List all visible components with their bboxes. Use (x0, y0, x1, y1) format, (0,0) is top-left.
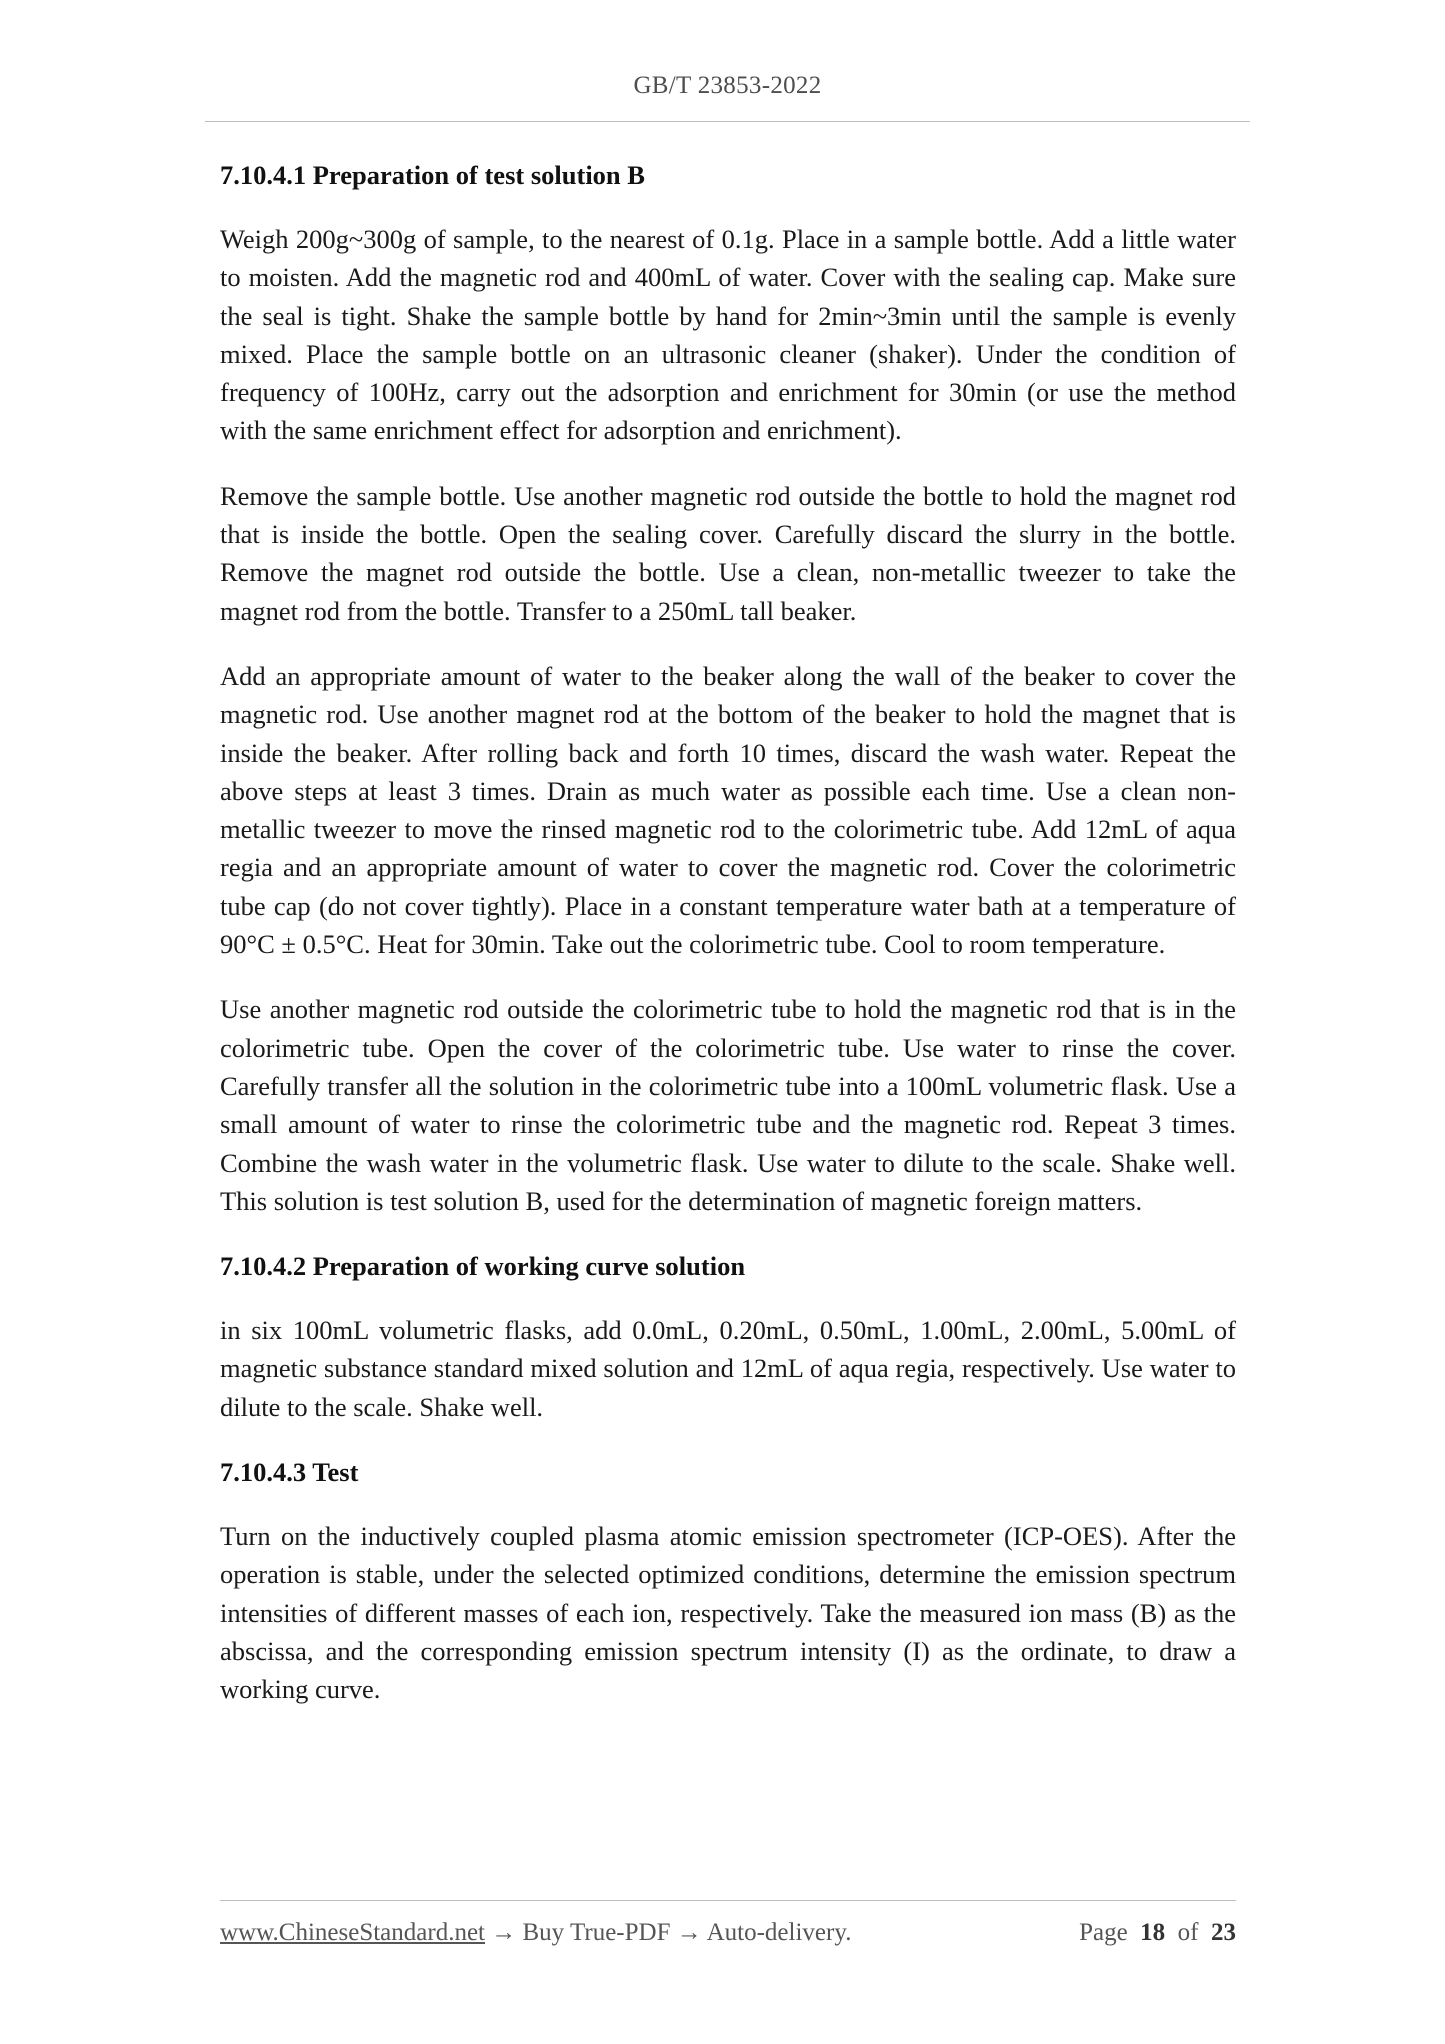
page-number: 18 (1140, 1919, 1166, 1946)
paragraph-test-procedure: Turn on the inductively coupled plasma atomic emission spectrometer (ICP-OES). After the operation is stable, under the selected optimized conditions, determine the emission spectrum intensities of different masses of each ion, respectively. Take the measured ion mass (B) as the abscissa, and the corresponding emission spectrum intensity (I) as the ordinate, to draw a working curve. (220, 1521, 1236, 1705)
auto-delivery-text: Auto-delivery. (706, 1919, 852, 1946)
section-heading-7-10-4-3: 7.10.4.3 Test (220, 1457, 359, 1488)
arrow-right-icon: → (491, 1919, 517, 1946)
paragraph-transfer-solution: Use another magnetic rod outside the colorimetric tube to hold the magnetic rod that is in the colorimetric tube. Open the cover of the colorimetric tube. Use water to rinse the cover. Carefully transfer all the solution in the colorimetric tube into a 100mL volumetric flask. Use a small amount of water to rinse the colorimetric tube and the magnetic rod. Repeat 3 times. Combine the wash water in the volumetric flask. Use water to dilute to the scale. Shake well. This solution is test solution B, used for the determination of magnetic foreign matters. (220, 994, 1236, 1216)
paragraph-rinse-rod: Add an appropriate amount of water to the beaker along the wall of the beaker to cover the magnetic rod. Use another magnet rod at the bottom of the beaker to hold the magnet that is inside the beaker. After rolling back and forth 10 times, discard the wash water. Repeat the above steps at least 3 times. Drain as much water as possible each time. Use a clean non-metallic tweezer to move the rinsed magnetic rod to the colorimetric tube. Add 12mL of aqua regia and an appropriate amount of water to cover the magnetic rod. Cover the colorimetric tube cap (do not cover tightly). Place in a constant temperature water bath at a temperature of 90°C ± 0.5°C. Heat for 30min. Take out the colorimetric tube. Cool to room temperature. (220, 660, 1236, 960)
paragraph-working-curve: in six 100mL volumetric flasks, add 0.0mL, 0.20mL, 0.50mL, 1.00mL, 2.00mL, 5.00mL of magnetic substance standard mixed solution and 12mL of aqua regia, respectively. Use water to dilute to the scale. Shake well. (220, 1315, 1236, 1422)
section-heading-7-10-4-1: 7.10.4.1 Preparation of test solution B (220, 160, 645, 190)
site-link[interactable]: www.ChineseStandard.net (220, 1919, 485, 1946)
document-code-header: GB/T 23853-2022 (633, 72, 822, 99)
paragraph-weigh-sample: Weigh 200g~300g of sample, to the nearest of 0.1g. Place in a sample bottle. Add a little water to moisten. Add the magnetic rod and 400mL of water. Cover with the sealing cap. Make sure the seal is tight. Shake the sample bottle by hand for 2min~3min until the sample is evenly mixed. Place the sample bottle on an ultrasonic cleaner (shaker). Under the condition of frequency of 100Hz, carry out the adsorption and enrichment for 30min (or use the method with the same enrichment effect for adsorption and enrichment). (220, 224, 1236, 446)
of-label: of (1177, 1919, 1199, 1946)
footer-promo (220, 1916, 851, 1950)
header-divider (205, 121, 1250, 122)
paragraph-remove-bottle: Remove the sample bottle. Use another magnetic rod outside the bottle to hold the magnet rod that is inside the bottle. Open the sealing cover. Carefully discard the slurry in the bottle. Remove the magnet rod outside the bottle. Use a clean, non-metallic tweezer to take the magnet rod from the bottle. Transfer to a 250mL tall beaker. (220, 480, 1236, 626)
page-content (220, 156, 1236, 1736)
footer-divider (220, 1900, 1236, 1901)
page-label: Page (1079, 1919, 1128, 1946)
page-indicator (1079, 1916, 1236, 1950)
arrow-right-icon: → (676, 1919, 702, 1946)
buy-pdf-text: Buy True-PDF (522, 1919, 671, 1946)
section-heading-7-10-4-2: 7.10.4.2 Preparation of working curve solution (220, 1251, 746, 1282)
page-total: 23 (1211, 1919, 1236, 1946)
